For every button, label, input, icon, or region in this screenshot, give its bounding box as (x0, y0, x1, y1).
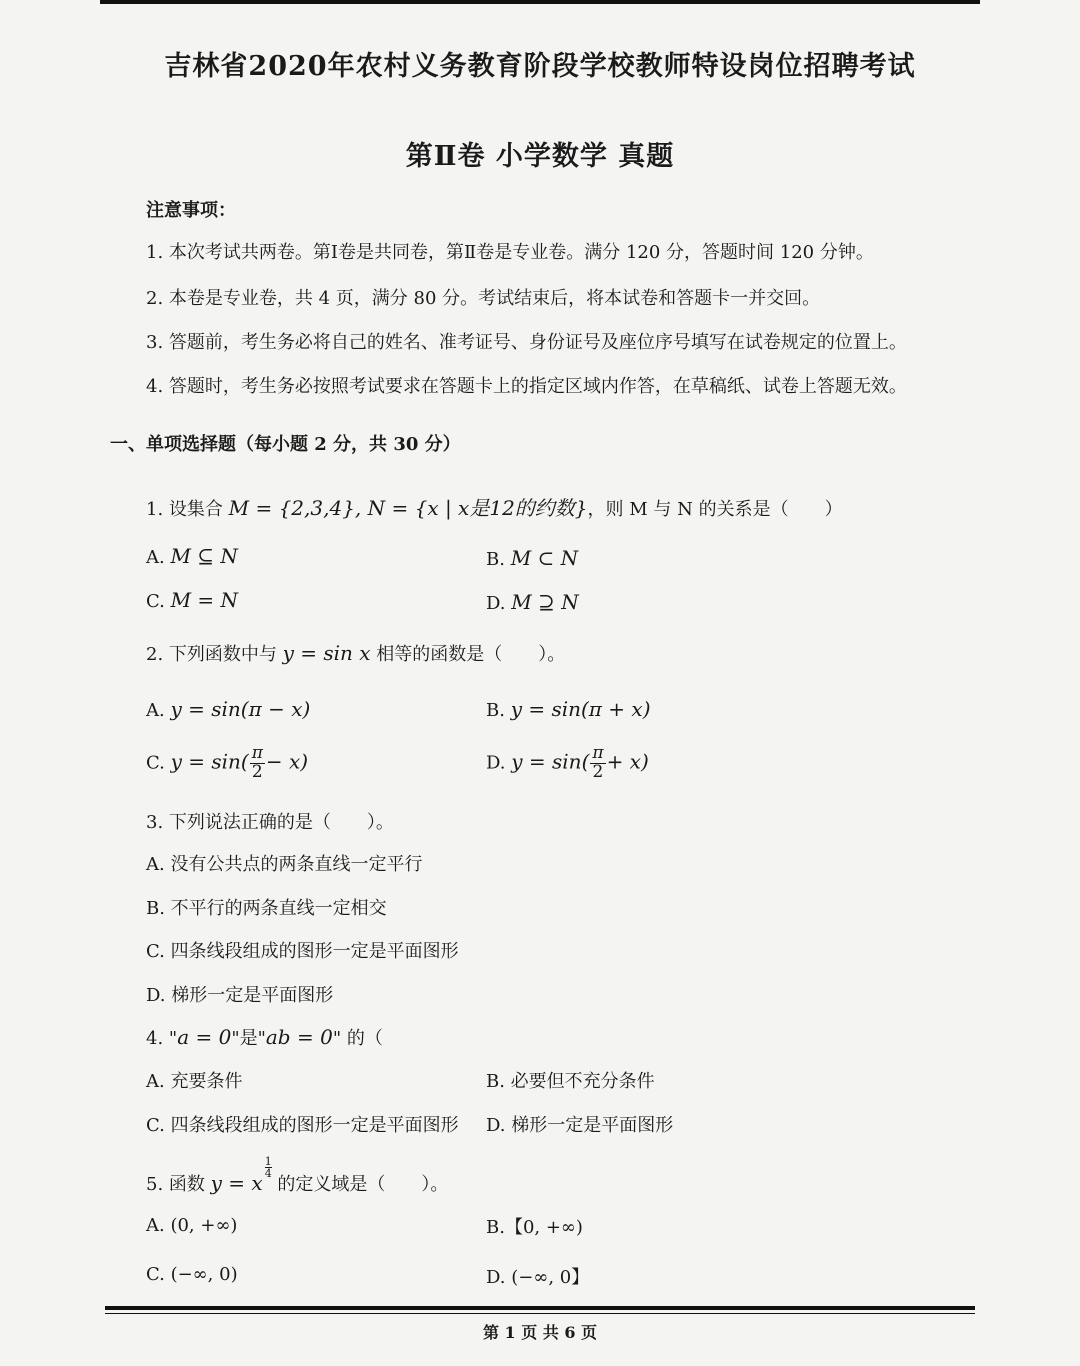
q3-option-b: B. 不平行的两条直线一定相交 (146, 898, 387, 919)
q2-option-d: D. y = sin( $\frac{\pi}{2}$ + x) (486, 743, 649, 782)
exponent-fraction: $\frac{1}{4}$ (264, 1155, 272, 1180)
q2-option-a: A. y = sin(π − x) (146, 697, 311, 721)
fraction: $\frac{\pi}{2}$ (251, 743, 263, 782)
top-rule (100, 0, 980, 4)
question-4-stem: 4. "a = 0"是"ab = 0" 的（ (146, 1025, 383, 1049)
note-item: 4. 答题时，考生务必按照考试要求在答题卡上的指定区域内作答，在草稿纸、试卷上答题无效。 (146, 376, 907, 397)
q1-math: M = {2,3,4}, N = {x | x是12的约数} (228, 496, 588, 520)
question-3-stem: 3. 下列说法正确的是（ ）。 (146, 812, 394, 833)
q5-option-d: D. (−∞, 0】 (486, 1267, 590, 1288)
q5-option-c: C. (−∞, 0) (146, 1264, 238, 1285)
note-item: 2. 本卷是专业卷，共 4 页，满分 80 分。考试结束后，将本试卷和答题卡一并交回。 (146, 288, 821, 309)
q1-prefix: 1. 设集合 (146, 499, 229, 520)
q1-option-c: C. M = N (146, 588, 239, 612)
fraction: $\frac{\pi}{2}$ (592, 743, 604, 782)
q4-option-d: D. 梯形一定是平面图形 (486, 1115, 674, 1136)
q2-option-b: B. y = sin(π + x) (486, 697, 651, 721)
question-2-stem: 2. 下列函数中与 y = sin x 相等的函数是（ ）。 (146, 641, 566, 665)
q4-option-c: C. 四条线段组成的图形一定是平面图形 (146, 1115, 459, 1136)
notes-heading: 注意事项： (146, 200, 236, 221)
q4-option-b: B. 必要但不充分条件 (486, 1071, 655, 1092)
q1-suffix: ，则 M 与 N 的关系是（ ） (587, 499, 843, 520)
q2-option-c: C. y = sin( $\frac{\pi}{2}$ − x) (146, 743, 309, 782)
q3-option-a: A. 没有公共点的两条直线一定平行 (146, 854, 423, 875)
note-item: 3. 答题前，考生务必将自己的姓名、准考证号、身份证号及座位序号填写在试卷规定的位置上。 (146, 332, 907, 353)
note-item: 1. 本次考试共两卷。第Ⅰ卷是共同卷，第Ⅱ卷是专业卷。满分 120 分，答题时间 120 分钟。 (146, 242, 874, 263)
q5-option-a: A. (0, +∞) (146, 1215, 238, 1236)
page-number: 第 1 页 共 6 页 (482, 1323, 598, 1342)
paper-subtitle: 第Ⅱ卷 小学数学 真题 (405, 141, 675, 172)
q1-option-d: D. M ⊇ N (486, 590, 579, 614)
question-1-stem (146, 492, 843, 521)
bottom-rule (105, 1306, 975, 1310)
question-5-stem: 5. 函数 y = x $\frac{1}{4}$ 的定义域是（ ）。 (146, 1155, 449, 1195)
q1-option-b: B. M ⊂ N (486, 546, 579, 570)
q1-option-a: A. M ⊆ N (146, 544, 238, 568)
q5-option-b: B.【0, +∞) (486, 1217, 583, 1238)
q4-option-a: A. 充要条件 (146, 1071, 243, 1092)
q3-option-c: C. 四条线段组成的图形一定是平面图形 (146, 941, 459, 962)
exam-title: 吉林省2020年农村义务教育阶段学校教师特设岗位招聘考试 (164, 51, 916, 82)
bottom-rule-thin (105, 1313, 975, 1314)
q3-option-d: D. 梯形一定是平面图形 (146, 985, 334, 1006)
section-title: 一、单项选择题（每小题 2 分，共 30 分） (110, 434, 461, 455)
